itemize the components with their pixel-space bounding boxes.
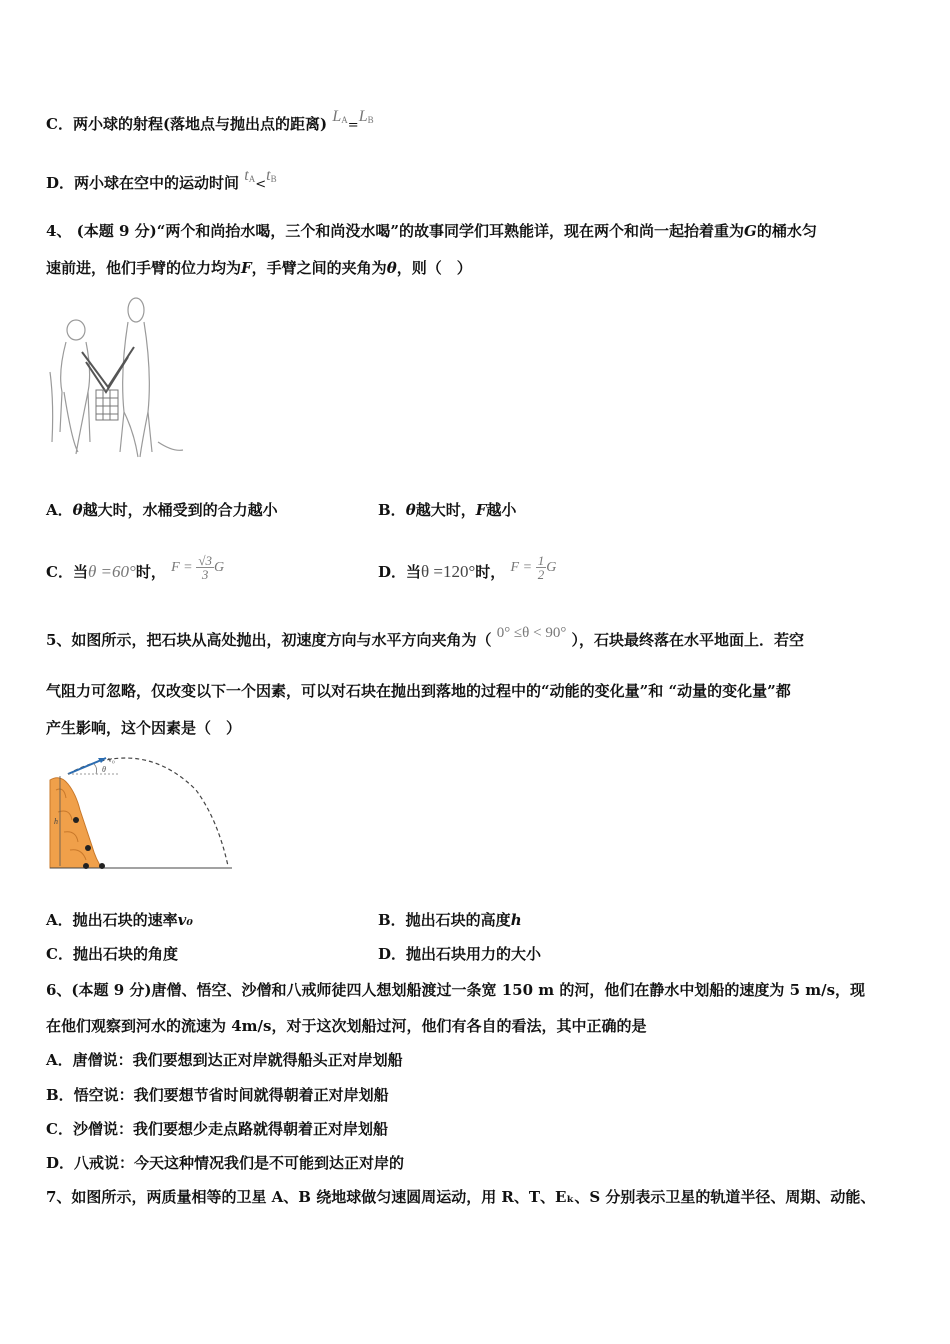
q6-stem-line2: 在他们观察到河水的流速为 4m/s，对于这次划船过河，他们有各自的看法，其中正确的是	[46, 1017, 647, 1035]
q4-option-c: C．当θ =60°时， F = $\frac{√3}{3}$ G	[46, 553, 225, 582]
q5-stem-line1: 5、如图所示，把石块从高处抛出，初速度方向与水平方向夹角为（ 0° ≤θ < 90° ），石块最终落在水平地面上．若空	[46, 625, 805, 649]
q5-option-a: A．抛出石块的速率v₀	[46, 911, 193, 929]
q4-stem-line2: 速前进，他们手臂的位力均为F，手臂之间的夹角为θ，则（ ）	[46, 259, 472, 277]
h-label: h	[54, 817, 58, 826]
q6-option-c: C．沙僧说：我们要想少走点路就得朝着正对岸划船	[46, 1120, 388, 1138]
q3-option-d: D．两小球在空中的运动时间 $t_A<t_B$	[46, 167, 277, 192]
q4-option-a: A．θ越大时，水桶受到的合力越小	[46, 501, 278, 519]
q4-stem-line1: 4、 (本题 9 分)“两个和尚抬水喝，三个和尚没水喝”的故事同学们耳熟能详，现在两个和尚一起抬着重为G的桶水匀	[46, 222, 817, 240]
q5-option-c: C．抛出石块的角度	[46, 945, 178, 963]
stone-projectile-figure	[46, 750, 238, 874]
theta-label: θ	[102, 765, 106, 774]
q5-stem-line3: 产生影响，这个因素是（ ）	[46, 719, 242, 737]
q5-stem-line2: 气阻力可忽略，仅改变以下一个因素，可以对石块在抛出到落地的过程中的“动能的变化量”和 “动量的变化量”都	[46, 682, 791, 700]
q6-stem-line1: 6、(本题 9 分)唐僧、悟空、沙僧和八戒师徒四人想划船渡过一条宽 150 m 的河，他们在静水中划船的速度为 5 m/s，现	[46, 981, 866, 999]
v0-label: v₀	[108, 755, 115, 764]
q5-option-b: B．抛出石块的高度h	[378, 911, 522, 929]
q4-option-b: B．θ越大时，F越小	[378, 501, 517, 519]
q4-option-d: D．当θ =120°时， F = $\frac{1}{2}$ G	[378, 553, 557, 582]
q6-option-b: B．悟空说：我们要想节省时间就得朝着正对岸划船	[46, 1086, 389, 1104]
q6-option-a: A．唐僧说：我们要想到达正对岸就得船头正对岸划船	[46, 1051, 403, 1069]
monks-carrying-water-figure	[48, 292, 190, 464]
q7-stem-line1: 7、如图所示，两质量相等的卫星 A、B 绕地球做匀速圆周运动，用 R、T、Eₖ、S 分别表示卫星的轨道半径、周期、动能、	[46, 1188, 876, 1206]
q5-option-d: D．抛出石块用力的大小	[378, 945, 542, 963]
q6-option-d: D．八戒说：今天这种情况我们是不可能到达正对岸的	[46, 1154, 405, 1172]
q3-option-c: C．两小球的射程(落地点与抛出点的距离) $L_A=L_B$	[46, 108, 374, 133]
